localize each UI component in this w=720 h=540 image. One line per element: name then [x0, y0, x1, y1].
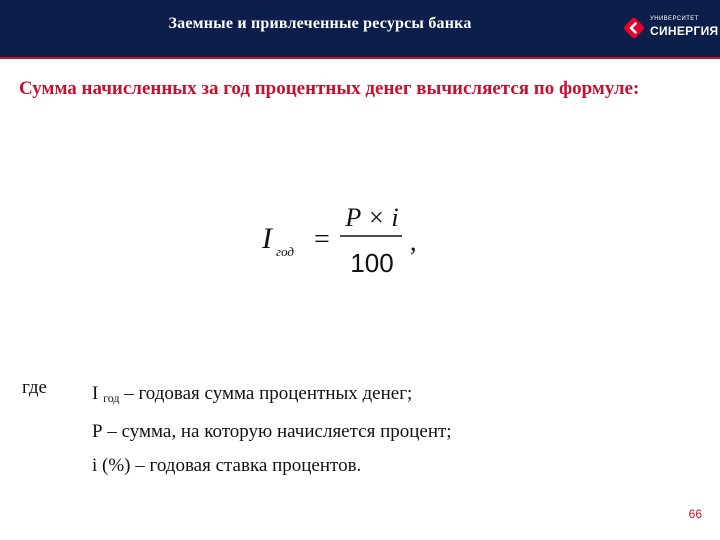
legend-line-rate: i (%) – годовая ставка процентов.: [92, 455, 362, 476]
formula-lhs-subscript: год: [276, 244, 294, 259]
legend-i-subscript: год: [103, 391, 120, 405]
logo-synergy-text: СИНЕРГИЯ: [650, 24, 719, 38]
formula-denominator: 100: [350, 248, 394, 278]
page-number: 66: [688, 507, 702, 521]
synergy-logo: [622, 14, 719, 46]
slide-title: Заемные и привлеченные ресурсы банка: [168, 15, 472, 32]
logo-university-text: УНИВЕРСИТЕТ: [650, 16, 699, 22]
variable-legend: [92, 377, 452, 483]
header-divider: [0, 57, 720, 59]
formula-trailing-comma: ,: [410, 227, 417, 256]
synergy-logo-icon: [622, 16, 646, 40]
formula-lhs-symbol: I: [262, 222, 272, 255]
formula-numerator: P × i: [345, 203, 399, 232]
legend-line-p: Р – сумма, на которую начисляется процент;: [92, 421, 452, 442]
formula-equals: =: [314, 224, 330, 255]
where-label: где: [22, 377, 47, 398]
slide-header: [0, 0, 720, 57]
legend-i-symbol: I: [92, 383, 99, 404]
lead-text: Сумма начисленных за год процентных денег вычисляется по формуле:: [19, 78, 640, 99]
legend-i-text: – годовая сумма процентных денег;: [124, 383, 413, 404]
interest-formula: [262, 200, 432, 280]
legend-line-i-year: [92, 377, 452, 415]
